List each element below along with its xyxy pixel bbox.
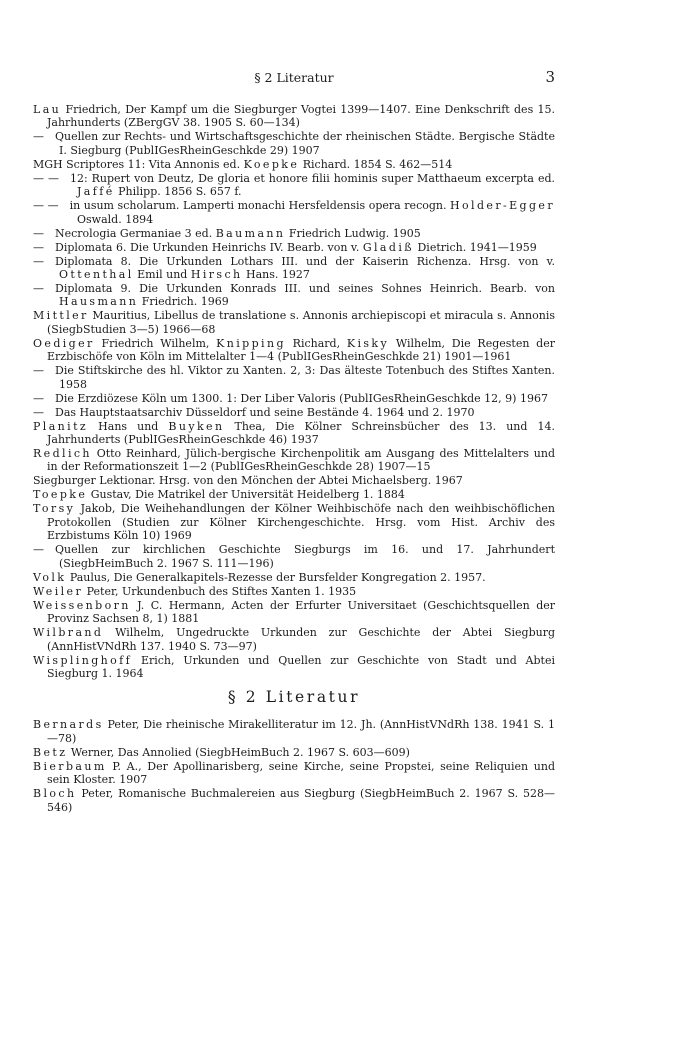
entry-dash: — [33, 391, 44, 405]
entry-text: Peter, Urkundenbuch des Stiftes Xanten 1. 1935 [83, 584, 357, 598]
bibliography-entry [33, 309, 555, 336]
entry-text: Mauritius, Libellus de translatione s. Annonis archiepiscopi et miracula s. Annonis (SiegbStudien 3—5) 1966—68 [47, 309, 555, 336]
entry-text: Peter, Romanische Buchmalereien aus Siegburg (SiegbHeimBuch 2. 1967 S. 528—546) [47, 787, 555, 814]
entry-text: Diplomata 8. Die Urkunden Lothars III. und der Kaiserin Richenza. Hrsg. von v. [55, 254, 555, 268]
source-list [33, 103, 555, 680]
bibliography-entry [33, 103, 555, 130]
bibliography-entry [33, 718, 555, 745]
bibliography-entry [33, 172, 555, 199]
entry-name: Jaffé [77, 185, 115, 199]
entry-text: Emil und [133, 268, 191, 282]
entry-dash: — [33, 405, 44, 419]
bibliography-entry [33, 571, 555, 584]
section-heading: § 2 Literatur [227, 688, 361, 707]
entry-author: Toepke [33, 488, 88, 502]
entry-name: Gladiß [362, 240, 414, 254]
entry-text: Diplomata 6. Die Urkunden Heinrichs IV. Bearb. von v. [55, 240, 363, 254]
entry-text: Paulus, Die Generalkapitels-Rezesse der Bursfelder Kongregation 2. 1957. [66, 570, 486, 584]
entry-text: Quellen zur kirchlichen Geschichte Siegburgs im 16. und 17. Jahrhundert (SiegbHeimBuch 2. 1967 S. 111—196) [55, 543, 555, 570]
entry-text: Das Hauptstaatsarchiv Düsseldorf und seine Bestände 4. 1964 und 2. 1970 [55, 405, 475, 419]
entry-name: Hirsch [190, 268, 243, 282]
entry-author: Weiler [33, 584, 84, 598]
bibliography-entry [33, 760, 555, 787]
bibliography-entry [33, 406, 555, 419]
entry-text: Gustav, Die Matrikel der Universität Heidelberg 1. 1884 [87, 488, 405, 502]
entry-text: Philipp. 1856 S. 657 f. [114, 185, 242, 199]
literature-list [33, 718, 555, 814]
entry-author: Bernards [33, 718, 104, 732]
running-title: § 2 Literatur [254, 70, 334, 85]
entry-dash: — [33, 543, 44, 557]
bibliography-entry [33, 502, 555, 542]
entry-dash: — — [33, 171, 59, 185]
running-head [33, 68, 555, 90]
entry-name: Holder-Egger [450, 199, 555, 213]
book-page [33, 68, 555, 815]
entry-text: 12: Rupert von Deutz, De gloria et honore filii hominis super Matthaeum excerpta ed. [69, 171, 555, 185]
entry-text: Die Stiftskirche des hl. Viktor zu Xanten. 2, 3: Das älteste Totenbuch des Stiftes Xanten. 1958 [55, 364, 555, 391]
bibliography-entry [33, 474, 555, 487]
entry-name: Baumann [215, 226, 286, 240]
entry-dash: — — [33, 199, 59, 213]
entry-text: in usum scholarum. Lamperti monachi Hersfeldensis opera recogn. [69, 199, 451, 213]
entry-text: Friedrich, Der Kampf um die Siegburger Vogtei 1399—1407. Eine Denkschrift des 15. Jahrhunderts (ZBergGV 38. 1905 S. 60—134) [47, 103, 555, 130]
entry-dash: — [33, 226, 44, 240]
entry-text: MGH Scriptores 11: Vita Annonis ed. [33, 157, 244, 171]
entry-name: Koepke [243, 157, 300, 171]
entry-text: Hans. 1927 [242, 268, 310, 282]
bibliography-entry [33, 199, 555, 226]
entry-author: Redlich [33, 447, 92, 461]
entry-author: Lau [33, 103, 62, 116]
entry-text: Otto Reinhard, Jülich-bergische Kirchenpolitik am Ausgang des Mittelalters und in der Reformationszeit 1—2 (PublIGesRheinGeschkde 28) 1907—15 [47, 447, 555, 474]
bibliography-entry [33, 282, 555, 309]
entry-text: Friedrich Wilhelm, [94, 336, 217, 350]
bibliography-entry [33, 392, 555, 405]
entry-text: P. A., Der Apollinarisberg, seine Kirche, seine Propstei, seine Reliquien und sein Kloster. 1907 [47, 759, 555, 787]
entry-text: Hans und [88, 419, 169, 433]
entry-text: Wilhelm, Die Regesten der Erzbischöfe von Köln im Mittelalter 1—4 (PublIGesRheinGeschkde 21) 1901—1961 [47, 336, 555, 364]
bibliography-entry [33, 746, 555, 759]
entry-dash: — [33, 130, 44, 144]
entry-text: Richard. 1854 S. 462—514 [299, 157, 453, 171]
entry-text: Erich, Urkunden und Quellen zur Geschichte von Stadt und Abtei Siegburg 1. 1964 [47, 653, 555, 680]
entry-author: Weissenborn [33, 598, 131, 612]
entry-text: Die Erzdiözese Köln um 1300. 1: Der Liber Valoris (PublIGesRheinGeschkde 12, 9) 1967 [55, 391, 548, 405]
bibliography-entry [33, 420, 555, 447]
entry-author: Bierbaum [33, 759, 107, 773]
entry-dash: — [33, 282, 44, 296]
entry-text: Richard, [285, 336, 347, 350]
entry-name: Buyken [168, 419, 225, 433]
entry-text: Wilhelm, Ungedruckte Urkunden zur Geschichte der Abtei Siegburg (AnnHistVNdRh 137. 1940 S. 73—97) [47, 626, 555, 653]
entry-author: Mittler [33, 309, 89, 323]
bibliography-entry [33, 585, 555, 598]
bibliography-entry [33, 626, 555, 653]
entry-text: Friedrich. 1969 [138, 295, 229, 309]
bibliography-entry [33, 241, 555, 254]
entry-author: Volk [33, 570, 67, 584]
entry-text: Oswald. 1894 [77, 212, 154, 226]
page-number: 3 [545, 68, 555, 86]
entry-dash: — [33, 240, 44, 254]
bibliography-entry [33, 654, 555, 681]
entry-author: Torsy [33, 502, 76, 516]
entry-text: Peter, Die rheinische Mirakelliteratur im 12. Jh. (AnnHistVNdRh 138. 1941 S. 1—78) [47, 718, 555, 745]
entry-text: Dietrich. 1941—1959 [413, 240, 537, 254]
entry-text: Quellen zur Rechts- und Wirtschaftsgeschichte der rheinischen Städte. Bergische Städte I. Siegburg (PublIGesRheinGeschkde 29) 1907 [55, 130, 555, 157]
entry-text: Diplomata 9. Die Urkunden Konrads III. und seines Sohnes Heinrich. Bearb. von [55, 282, 555, 296]
entry-dash: — [33, 364, 44, 378]
entry-author: Oediger [33, 336, 95, 350]
entry-text: J. C. Hermann, Acten der Erfurter Universitaet (Geschichtsquellen der Provinz Sachsen 8, 1) 1881 [47, 598, 555, 626]
bibliography-entry [33, 255, 555, 282]
entry-text: Werner, Das Annolied (SiegbHeimBuch 2. 1967 S. 603—609) [67, 745, 410, 759]
entry-name: Hausmann [59, 295, 139, 309]
entry-name: Ottenthal [59, 268, 134, 282]
bibliography-entry [33, 543, 555, 570]
bibliography-entry [33, 227, 555, 240]
bibliography-entry [33, 488, 555, 501]
bibliography-entry [33, 158, 555, 171]
entry-text: Thea, Die Kölner Schreinsbücher des 13. und 14. Jahrhunderts (PublIGesRheinGeschkde 46) 1937 [47, 419, 555, 447]
entry-author: Wisplinghoff [33, 653, 133, 667]
entry-text: Siegburger Lektionar. Hrsg. von den Mönchen der Abtei Michaelsberg. 1967 [33, 474, 463, 488]
entry-author: Wilbrand [33, 626, 104, 640]
bibliography-entry [33, 599, 555, 626]
entry-name: Kisky [346, 336, 390, 350]
entry-author: Betz [33, 745, 68, 759]
entry-text: Necrologia Germaniae 3 ed. [55, 226, 216, 240]
bibliography-entry [33, 364, 555, 391]
entry-text: Friedrich Ludwig. 1905 [285, 226, 421, 240]
bibliography-entry [33, 130, 555, 157]
bibliography-entry [33, 787, 555, 814]
bibliography-entry [33, 337, 555, 364]
bibliography-entry [33, 447, 555, 474]
entry-text: Jakob, Die Weihehandlungen der Kölner Weihbischöfe nach den weihbischöflichen Protokollen (Studien zur Kölner Kirchengeschichte. Hrsg. vom Hist. Archiv des Erzbistums Köln 10) 1969 [47, 502, 555, 543]
entry-name: Knipping [216, 336, 286, 350]
entry-author: Bloch [33, 787, 77, 801]
entry-dash: — [33, 254, 44, 268]
entry-author: Planitz [33, 419, 89, 433]
